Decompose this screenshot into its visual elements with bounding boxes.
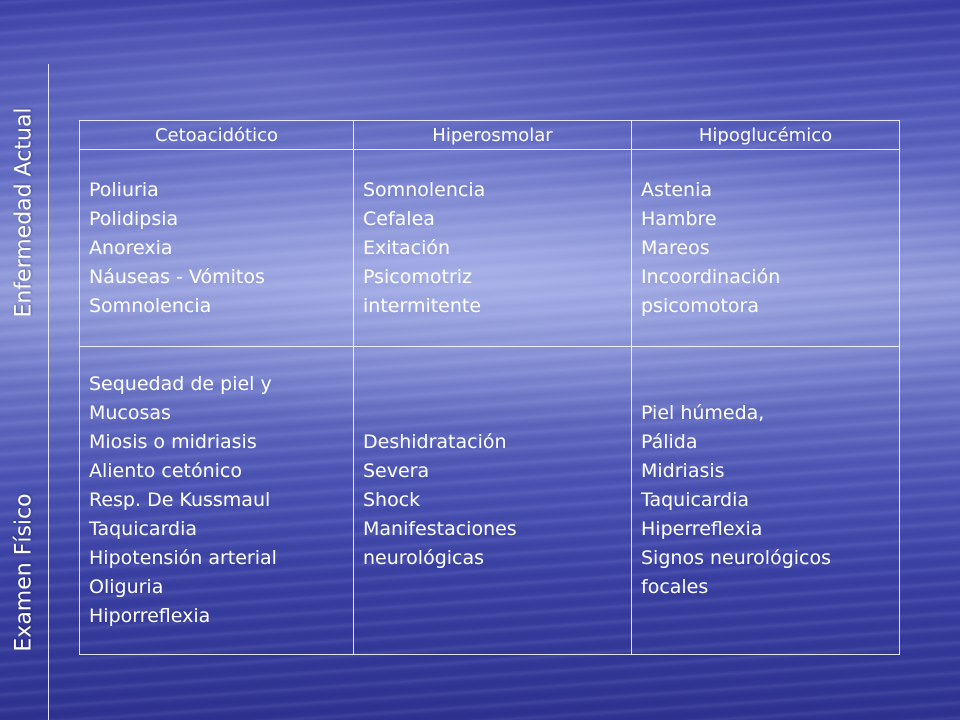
list-item: Somnolencia — [89, 294, 212, 317]
list-item: Psicomotriz — [363, 265, 473, 288]
list-item: Oliguria — [89, 576, 164, 598]
list-item: Somnolencia — [363, 178, 486, 201]
list-item: Cefalea — [363, 207, 435, 230]
side-label-enfermedad-actual: Enfermedad Actual — [11, 107, 37, 318]
list-item: Shock — [363, 489, 421, 511]
list-item: Taquicardia — [89, 518, 198, 540]
list-item: Pálida — [641, 431, 698, 453]
cell-examen-cetoacidotico — [80, 347, 354, 655]
list-item: Miosis o midriasis — [89, 431, 257, 453]
list-item: Sequedad de piel y — [89, 373, 272, 395]
list-item: Severa — [363, 460, 430, 482]
list-item: Mareos — [641, 236, 710, 259]
list-item: Polidipsia — [89, 207, 179, 230]
comparison-table — [79, 120, 900, 655]
side-label-examen-fisico: Examen Físico — [11, 493, 37, 652]
list-item: focales — [641, 576, 709, 598]
list-item: intermitente — [363, 294, 482, 317]
cell-examen-hiperosmolar — [354, 347, 632, 655]
header-row — [80, 121, 900, 150]
list-item: Midriasis — [641, 460, 725, 482]
list-item: Hipotensión arterial — [89, 547, 277, 569]
list-item: Mucosas — [89, 402, 171, 424]
row-enfermedad-actual — [80, 150, 900, 347]
list-item: psicomotora — [641, 294, 759, 317]
list-item: Hiporreflexia — [89, 605, 211, 627]
list-item: Piel húmeda, — [641, 402, 765, 424]
list-item: Náuseas - Vómitos — [89, 265, 265, 288]
column-header-hiperosmolar: Hiperosmolar — [354, 121, 632, 150]
list-item: Taquicardia — [641, 489, 750, 511]
cell-enfermedad-hipoglucemico — [632, 150, 900, 347]
row-examen-fisico — [80, 347, 900, 655]
list-item: Exitación — [363, 236, 451, 259]
column-header-hipoglucemico: Hipoglucémico — [632, 121, 900, 150]
list-item: Aliento cetónico — [89, 460, 243, 482]
list-item: Manifestaciones — [363, 518, 517, 540]
cell-enfermedad-hiperosmolar — [354, 150, 632, 347]
list-item: Signos neurológicos — [641, 547, 832, 569]
list-item: Resp. De Kussmaul — [89, 489, 271, 511]
list-item: Hambre — [641, 207, 717, 230]
cell-examen-hipoglucemico — [632, 347, 900, 655]
list-item: Astenia — [641, 178, 712, 201]
column-header-cetoacidotico: Cetoacidótico — [80, 121, 354, 150]
list-item: Poliuria — [89, 178, 159, 201]
list-item: Anorexia — [89, 236, 173, 259]
list-item: Incoordinación — [641, 265, 781, 288]
list-item: Deshidratación — [363, 431, 507, 453]
list-item: Hiperreflexia — [641, 518, 763, 540]
list-item: neurológicas — [363, 547, 485, 569]
vertical-divider-line — [48, 64, 49, 720]
cell-enfermedad-cetoacidotico — [80, 150, 354, 347]
